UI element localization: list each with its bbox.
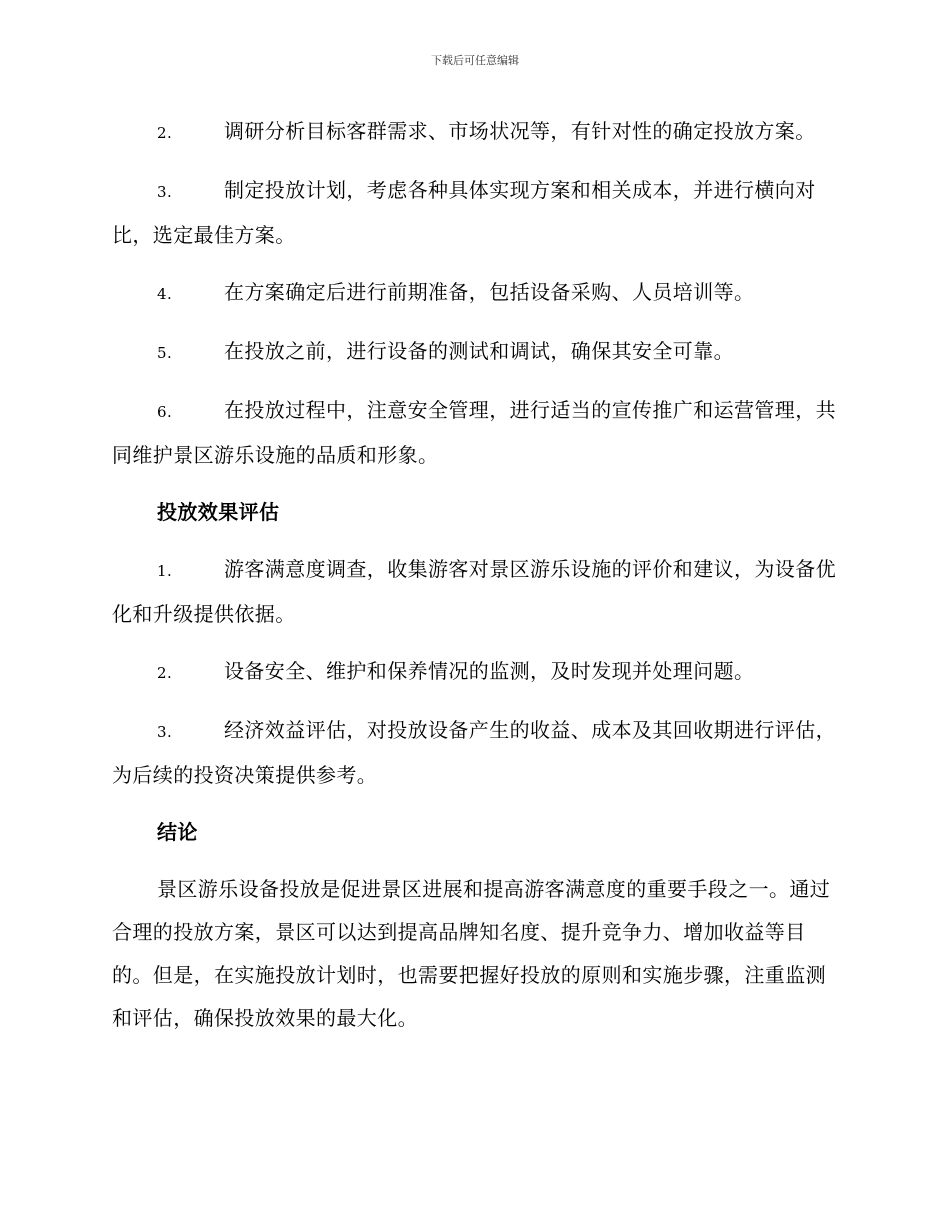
section-heading-conclusion: 结论 (157, 820, 198, 844)
list-item (112, 110, 838, 155)
list-item-text: 经济效益评估，对投放设备产生的收益、成本及其回收期进行评估，为后续的投资决策提供参考。 (112, 718, 836, 787)
list-item (112, 169, 838, 257)
list-item-text: 调研分析目标客群需求、市场状况等，有针对性的确定投放方案。 (224, 119, 816, 143)
list-item-text: 游客满意度调查，收集游客对景区游乐设施的评价和建议，为设备优化和升级提供依据。 (112, 557, 836, 626)
list-item (112, 389, 838, 477)
list-number: 5. (157, 344, 173, 362)
list-item (112, 650, 838, 695)
conclusion-paragraph: 景区游乐设备投放是促进景区进展和提高游客满意度的重要手段之一。通过合理的投放方案，景区可以达到提高品牌知名度、提升竞争力、增加收益等目的。但是，在实施投放计划时，也需要把握好投放的原则和实施步骤，注重监测和评估，确保投放效果的最大化。 (112, 877, 831, 1030)
section-heading-evaluation: 投放效果评估 (157, 500, 280, 524)
list-number: 3. (157, 183, 173, 201)
list-item (112, 271, 838, 316)
list-item (112, 709, 838, 797)
list-item (112, 330, 838, 375)
list-number: 1. (157, 562, 173, 580)
list-item (112, 548, 838, 636)
list-item-text: 在投放之前，进行设备的测试和调试，确保其安全可靠。 (224, 339, 734, 363)
list-number: 2. (157, 124, 173, 142)
page-header: 下载后可任意编辑 (431, 54, 519, 67)
list-item-text: 在投放过程中，注意安全管理，进行适当的宣传推广和运营管理，共同维护景区游乐设施的品质和形象。 (112, 398, 836, 467)
list-number: 6. (157, 403, 173, 421)
list-number: 4. (157, 285, 173, 303)
list-number: 2. (157, 664, 173, 682)
list-item-text: 设备安全、维护和保养情况的监测，及时发现并处理问题。 (224, 659, 755, 683)
list-item-text: 在方案确定后进行前期准备，包括设备采购、人员培训等。 (224, 280, 755, 304)
document-body (112, 110, 838, 1040)
list-number: 3. (157, 723, 173, 741)
list-item-text: 制定投放计划，考虑各种具体实现方案和相关成本，并进行横向对比，选定最佳方案。 (112, 178, 816, 247)
